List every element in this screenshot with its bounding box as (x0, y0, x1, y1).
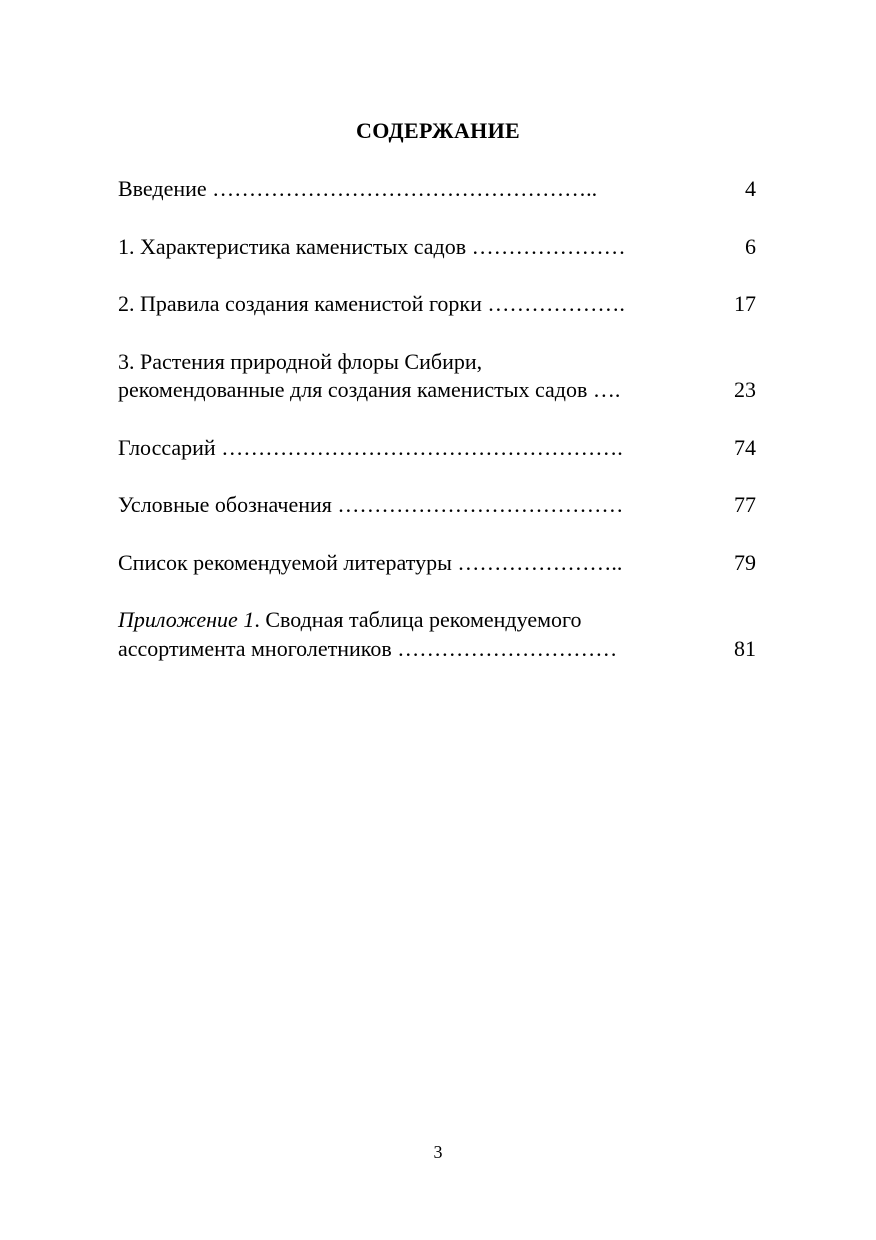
toc-entry-appendix-1[interactable] (118, 605, 758, 691)
toc-entry-label-line-1: 3. Растения природной флоры Сибири, (118, 348, 483, 374)
toc-entry-page: 74 (734, 434, 756, 460)
toc-entry-label: Введение …………………………………………….. (118, 176, 598, 201)
toc-entry-introduction[interactable] (118, 174, 758, 232)
toc-entry-page: 23 (734, 377, 756, 402)
table-of-contents (118, 174, 758, 691)
page-number: 3 (433, 1142, 443, 1162)
toc-entry-page: 6 (745, 233, 756, 259)
toc-entry-chapter-1[interactable] (118, 232, 758, 290)
toc-entry-label-line-2: ассортимента многолетников ………………………… (118, 635, 618, 661)
toc-entry-page: 81 (734, 635, 756, 661)
toc-entry-page: 79 (734, 549, 756, 575)
toc-entry-bibliography[interactable] (118, 548, 758, 606)
toc-entry-label: 1. Характеристика каменистых садов ………………… (118, 233, 626, 259)
toc-entry-page: 17 (734, 291, 756, 316)
toc-entry-label: Условные обозначения ………………………………… (118, 492, 624, 517)
page-title: СОДЕРЖАНИЕ (356, 118, 520, 143)
toc-entry-chapter-2[interactable] (118, 289, 758, 347)
toc-entry-page: 4 (745, 176, 756, 201)
appendix-title: . Сводная таблица рекомендуемого (254, 607, 582, 632)
toc-entry-page: 77 (734, 492, 756, 517)
appendix-label: Приложение 1 (118, 607, 255, 632)
toc-entry-label-line-1 (118, 605, 581, 634)
toc-entry-glossary[interactable] (118, 433, 758, 491)
toc-entry-label: 2. Правила создания каменистой горки ………………. (118, 291, 625, 316)
toc-entry-label-line-2: рекомендованные для создания каменистых садов …. (118, 377, 621, 402)
toc-entry-legend[interactable] (118, 490, 758, 548)
toc-entry-label: Глоссарий ………………………………………………. (118, 434, 623, 460)
toc-entry-chapter-3[interactable] (118, 347, 758, 433)
toc-entry-label: Список рекомендуемой литературы ………………….. (118, 549, 623, 575)
